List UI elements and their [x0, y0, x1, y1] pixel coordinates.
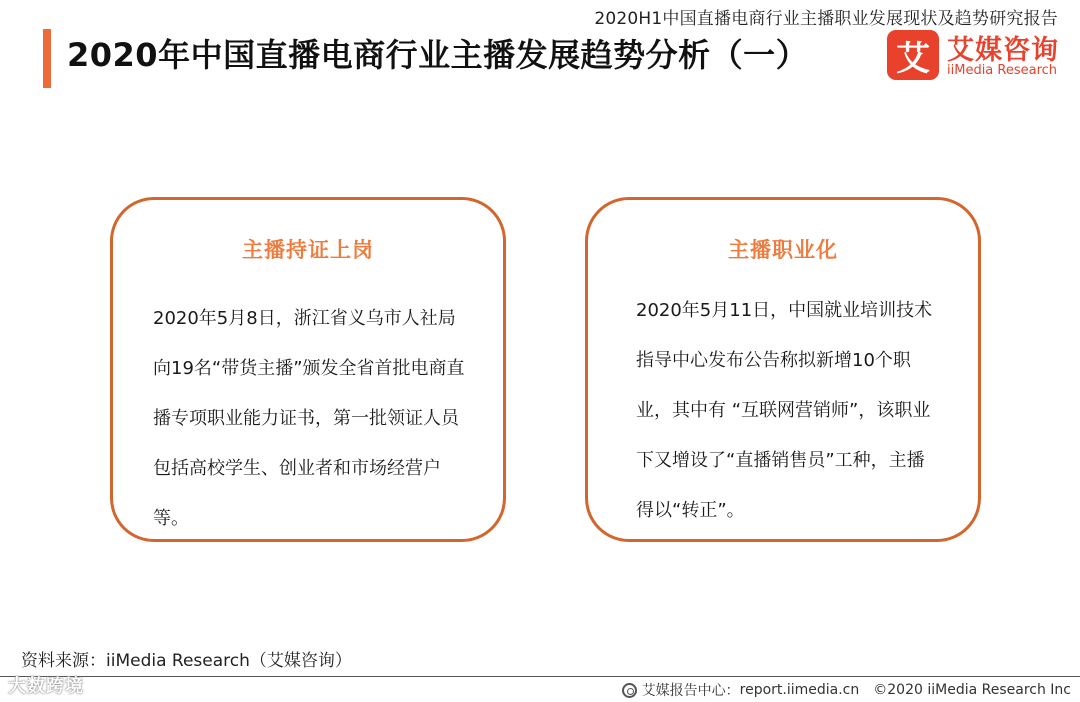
footer-info	[622, 680, 1071, 700]
footer-center-label: 艾媒报告中心：	[641, 683, 740, 699]
card-heading: 主播职业化	[728, 238, 838, 262]
footer-divider	[0, 676, 1080, 677]
report-center-icon	[622, 683, 637, 698]
report-title: 2020H1中国直播电商行业主播职业发展现状及趋势研究报告	[594, 9, 1058, 29]
logo-mark-icon: 艾	[887, 30, 939, 80]
watermark: 大数跨境	[8, 676, 84, 697]
card-body: 2020年5月11日，中国就业培训技术指导中心发布公告称拟新增10个职业，其中有 “互联网营销师”，该职业下又增设了“直播销售员”工种，主播得以“转正”。	[636, 300, 933, 521]
page-title: 2020年中国直播电商行业主播发展趋势分析（一）	[67, 36, 809, 74]
card-body: 2020年5月8日，浙江省义乌市人社局向19名“带货主播”颁发全省首批电商直播专项职业能力证书，第一批领证人员包括高校学生、创业者和市场经营户等。	[153, 308, 465, 529]
footer-copyright: ©2020 iiMedia Research Inc	[873, 682, 1071, 698]
source-note: 资料来源：iiMedia Research（艾媒咨询）	[21, 651, 352, 671]
logo-english-name: iiMedia Research	[947, 63, 1058, 78]
iimedia-logo	[887, 30, 1062, 82]
title-accent-bar	[43, 29, 51, 88]
card-anchor-certification	[110, 197, 506, 542]
logo-chinese-name: 艾媒咨询	[947, 35, 1059, 66]
card-heading: 主播持证上岗	[242, 238, 374, 262]
card-anchor-professionalization	[585, 197, 981, 542]
footer-url-link[interactable]: report.iimedia.cn	[739, 682, 860, 698]
